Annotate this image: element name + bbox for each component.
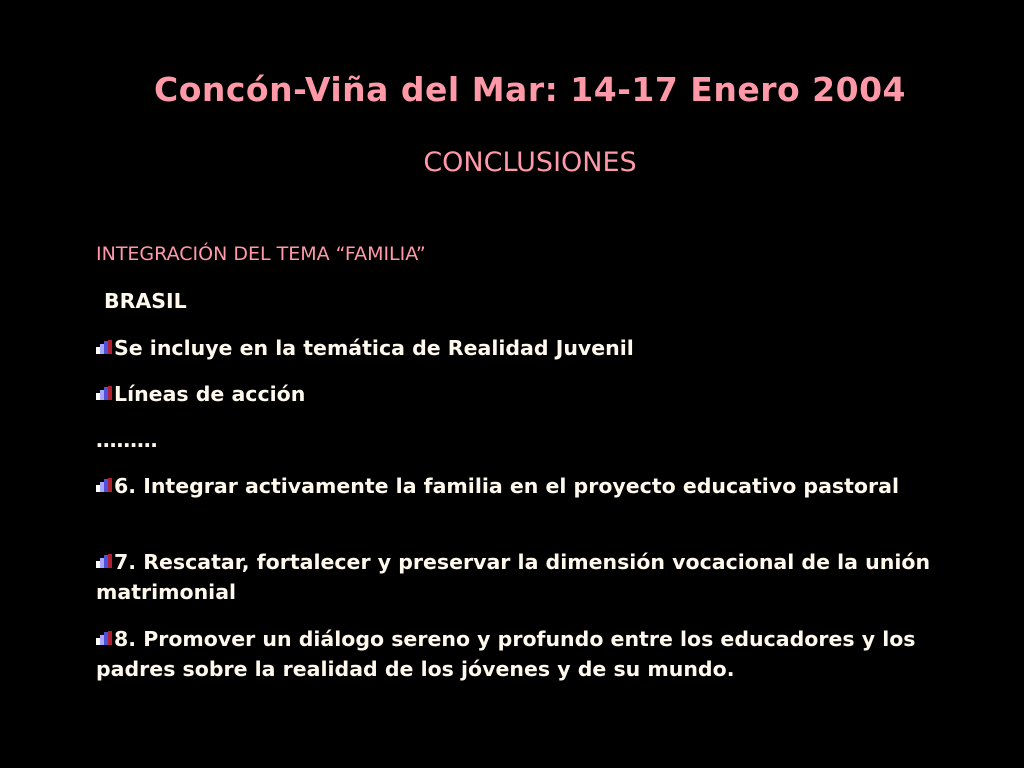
ellipsis-line: ………: [96, 428, 158, 452]
list-item-text: 6. Integrar activamente la familia en el proyecto educativo pastoral: [114, 474, 899, 498]
country-label: BRASIL: [104, 289, 187, 313]
slide-title: Concón-Viña del Mar: 14-17 Enero 2004: [153, 70, 907, 109]
list-item: [96, 547, 976, 607]
list-item: [96, 471, 976, 501]
list-item: [96, 333, 976, 363]
list-item: [96, 379, 976, 409]
bar-chart-bullet-icon: [96, 386, 113, 400]
list-item-text: 7. Rescatar, fortalecer y preservar la dimensión vocacional de la unión matrimonial: [96, 550, 931, 604]
slide-subtitle: CONCLUSIONES: [423, 147, 637, 178]
list-item-text: 8. Promover un diálogo sereno y profundo entre los educadores y los padres sobre la realidad de los jóvenes y de su mundo.: [96, 627, 916, 681]
list-item-text: Líneas de acción: [114, 382, 306, 406]
bar-chart-bullet-icon: [96, 554, 113, 568]
bar-chart-bullet-icon: [96, 631, 113, 645]
section-heading: INTEGRACIÓN DEL TEMA “FAMILIA”: [96, 243, 426, 265]
list-item-text: Se incluye en la temática de Realidad Juvenil: [114, 336, 634, 360]
bar-chart-bullet-icon: [96, 478, 113, 492]
list-item: [96, 624, 976, 684]
bar-chart-bullet-icon: [96, 340, 113, 354]
